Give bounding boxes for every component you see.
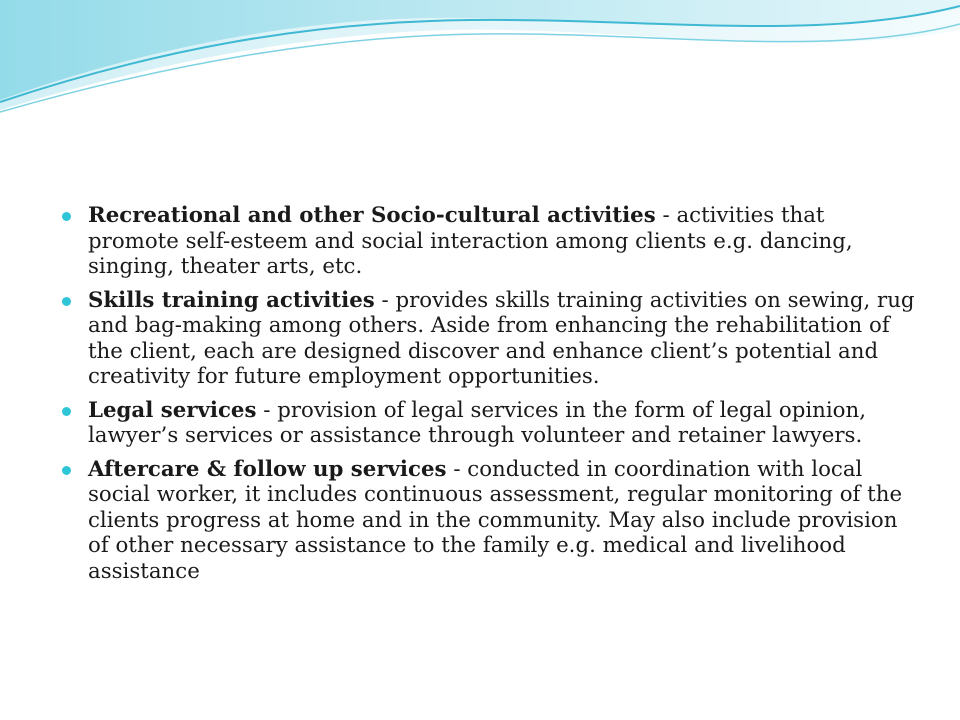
list-item: [62, 398, 922, 449]
bullet-term: Aftercare & follow up services: [88, 456, 447, 482]
bullet-description: - activities that promote self-esteem and social interaction among clients e.g. dancing, singing, theater arts, etc.: [88, 203, 853, 279]
bullet-description: - provides skills training activities on sewing, rug and bag-making among others. Aside from enhancing the rehabilitation of the client, each are designed discover and enhance client’s potential and creativity for future employment opportunities.: [88, 287, 915, 389]
bullet-icon: [62, 212, 71, 221]
bullet-term: Skills training activities: [88, 287, 375, 313]
bullet-description: - provision of legal services in the form of legal opinion, lawyer’s services or assistance through volunteer and retainer lawyers.: [88, 397, 866, 448]
list-item: [62, 457, 922, 585]
bullet-term: Legal services: [88, 397, 257, 423]
bullet-term: Recreational and other Socio-cultural activities: [88, 203, 656, 228]
bullet-list: [62, 203, 922, 592]
bullet-description: - conducted in coordination with local social worker, it includes continuous assessment, regular monitoring of the clients progress at home and in the community. May also include provision of other necessary assistance to the family e.g. medical and livelihood assistance: [88, 456, 903, 584]
bullet-icon: [62, 466, 71, 475]
list-item: [62, 288, 922, 390]
bullet-icon: [62, 297, 71, 306]
top-wave-decoration: [0, 0, 960, 130]
list-item: [62, 203, 922, 280]
bullet-icon: [62, 407, 71, 416]
